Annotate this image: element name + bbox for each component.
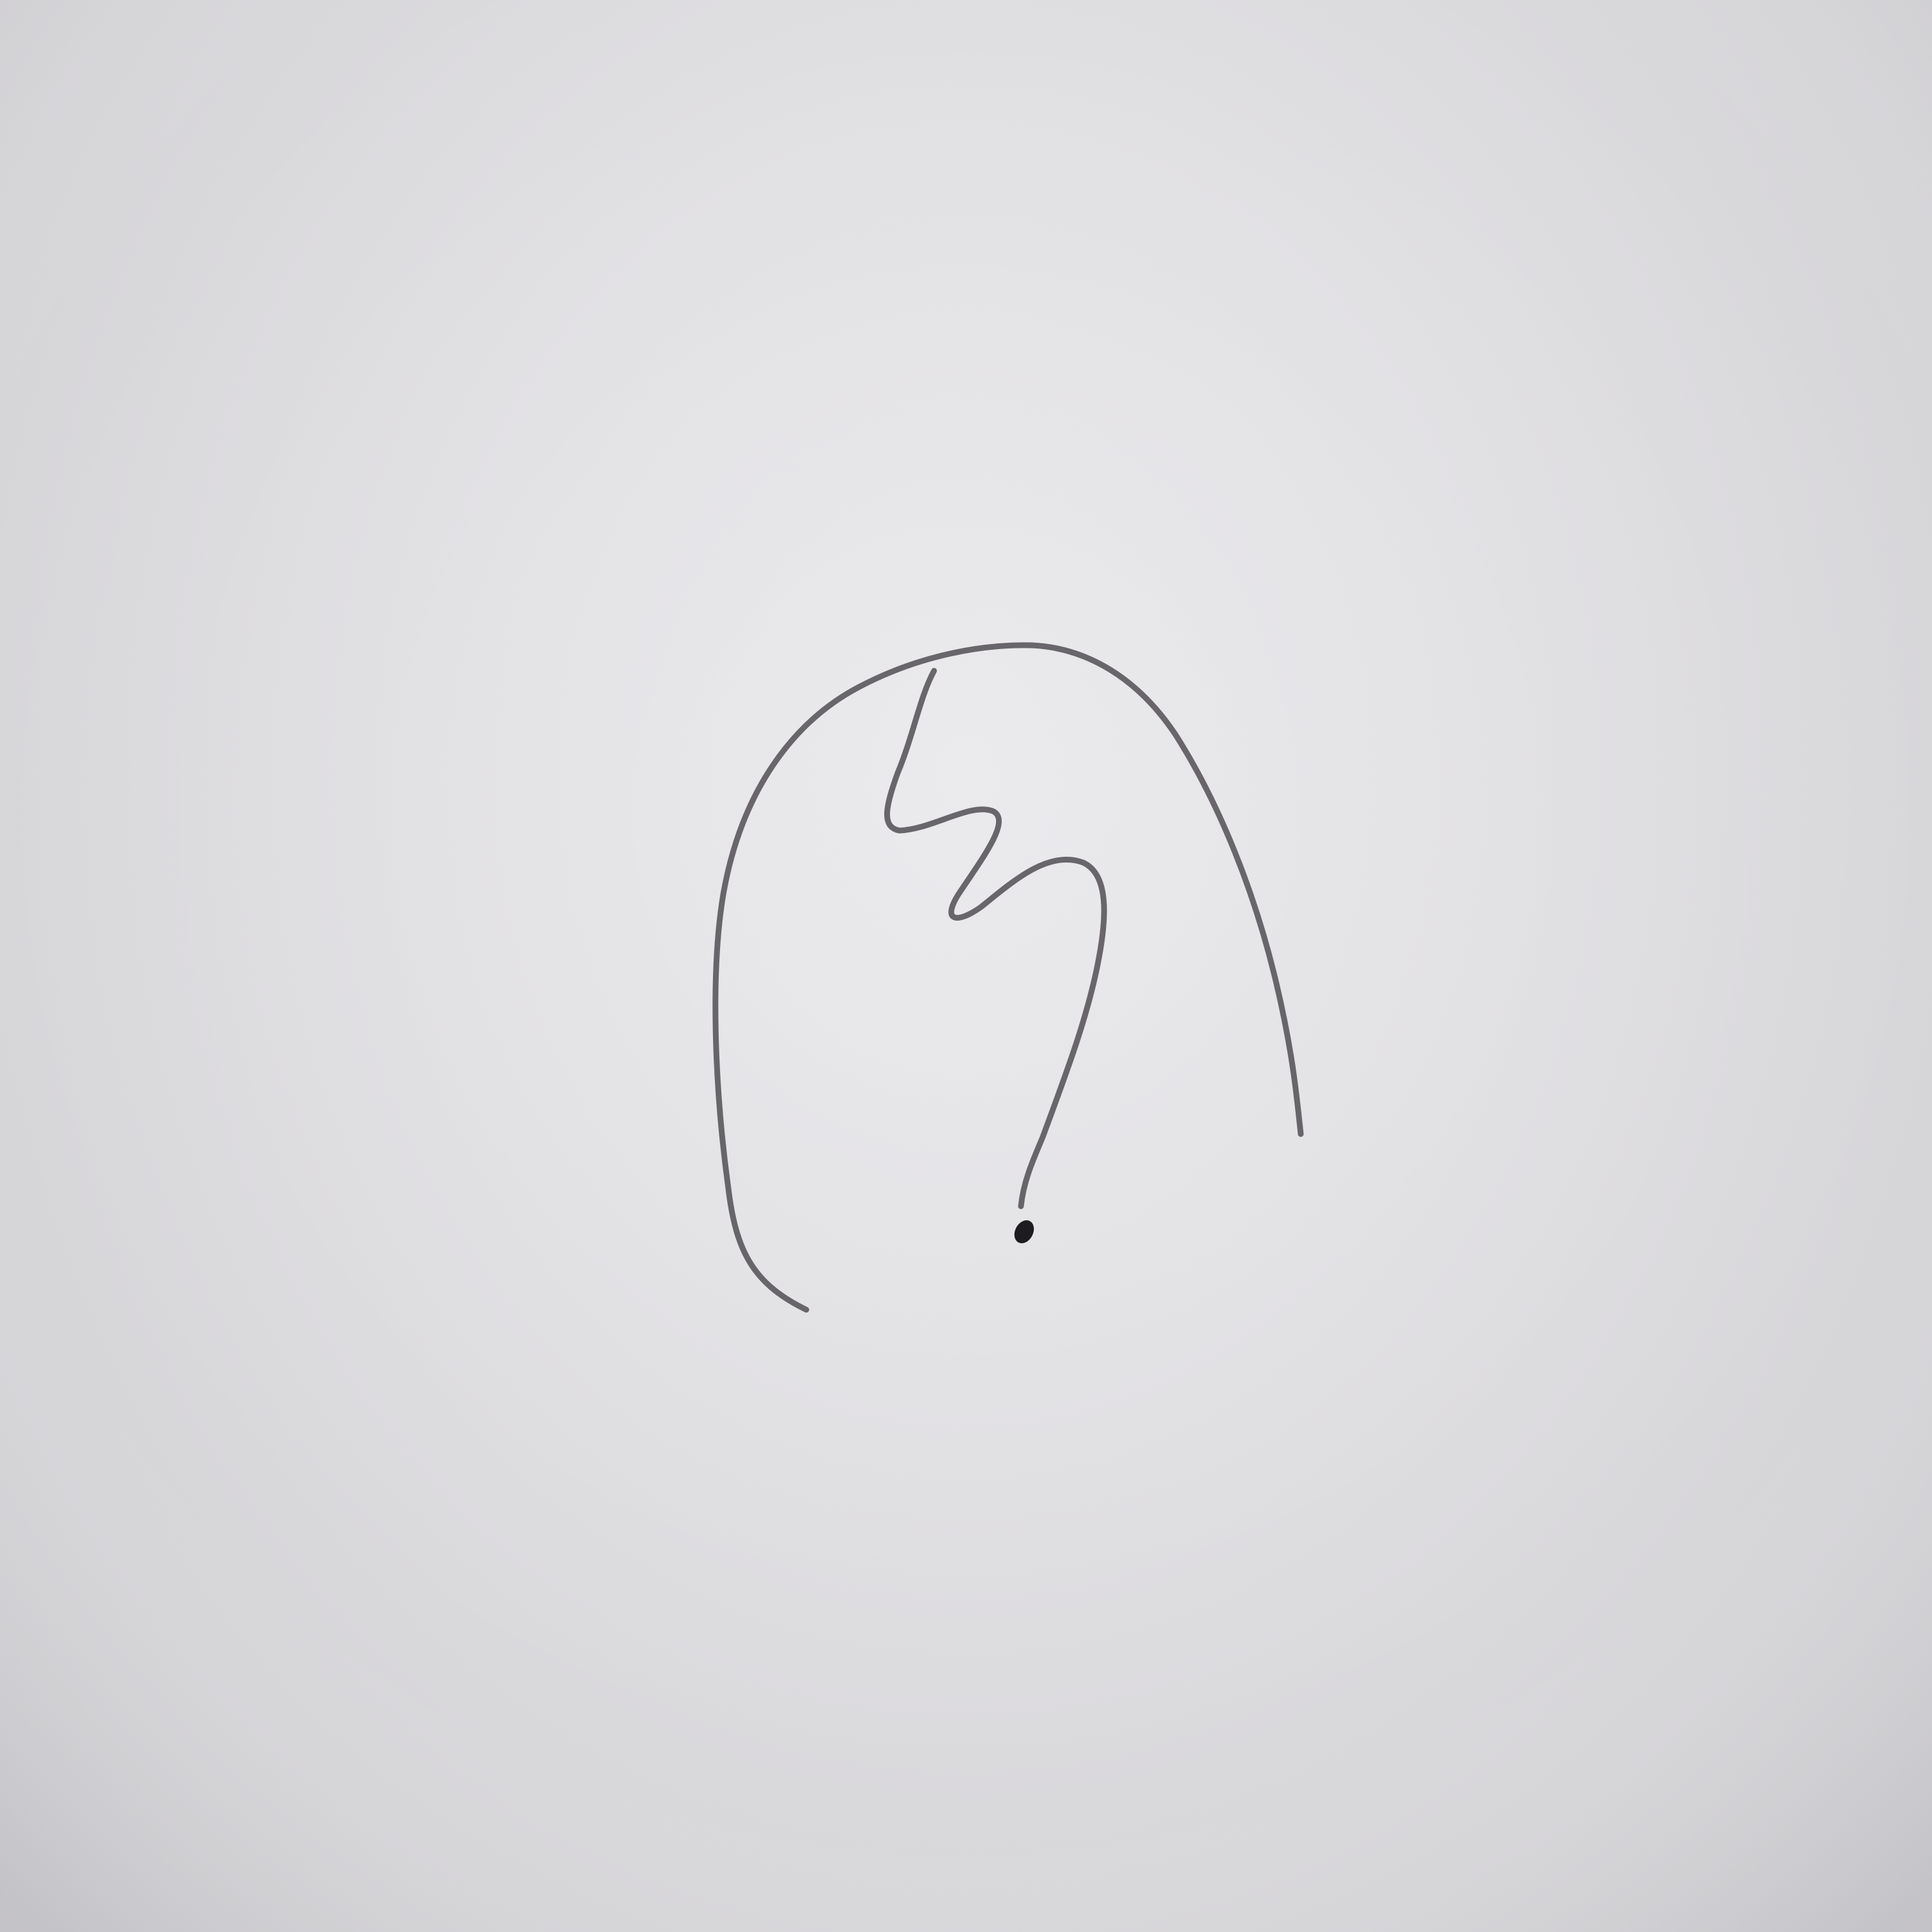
- ink-dot: [1011, 1217, 1038, 1247]
- pencil-arch: [716, 645, 1301, 1310]
- pencil-squiggle: [887, 671, 1104, 1206]
